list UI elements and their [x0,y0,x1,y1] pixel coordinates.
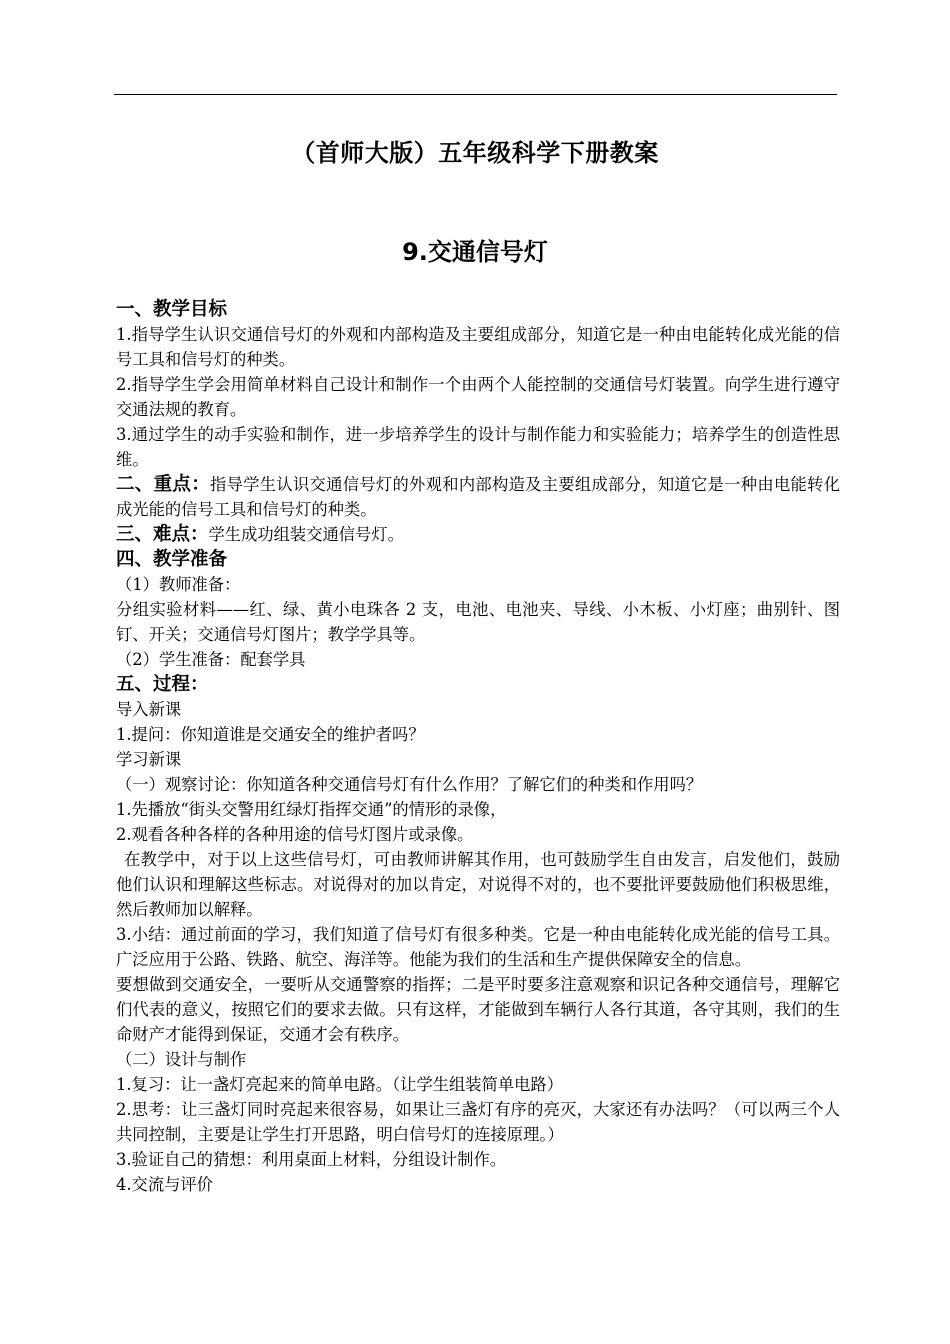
intro-label: 导入新课 [116,700,182,719]
part-two-step: 2.思考：让三盏灯同时亮起来很容易，如果让三盏灯有序的亮灭，大家还有办法吗？（可以两三个人共同控制，主要是让学生打开思路，明白信号灯的连接原理。） [116,1100,840,1144]
part-two-step: 3.验证自己的猜想：利用桌面上材料，分组设计制作。 [116,1150,507,1169]
document-body [116,297,840,1197]
new-lesson-label: 学习新课 [116,750,182,769]
difficulty-text: 学生成功组装交通信号灯。 [208,525,404,544]
difficulty-label: 三、难点： [116,524,209,545]
safety-paragraph: 要想做到交通安全，一要听从交通警察的指挥；二是平时要多注意观察和识记各种交通信号，理解它们代表的意义，按照它们的要求去做。只有这样，才能做到车辆行人各行其道，各守其则，我们的生命财产才能得到保证，交通才会有秩序。 [116,975,840,1044]
prep-heading: 四、教学准备 [116,549,228,570]
part-one-paragraph: 在教学中，对于以上这些信号灯，可由教师讲解其作用，也可鼓励学生自由发言，启发他们，鼓励他们认识和理解这些标志。对说得对的加以肯定，对说得不对的，也不要批评要鼓励他们积极思维，然后教师加以解释。 [116,850,840,919]
key-point-paragraph [116,472,840,522]
goal-item: 3.通过学生的动手实验和制作，进一步培养学生的设计与制作能力和实验能力；培养学生的创造性思维。 [116,425,840,469]
part-one-step: 1.先播放“街头交警用红绿灯指挥交通”的情形的录像， [116,800,507,819]
goal-item: 2.指导学生学会用简单材料自己设计和制作一个由两个人能控制的交通信号灯装置。向学生进行遵守交通法规的教育。 [116,375,840,419]
part-two-step: 4.交流与评价 [116,1175,213,1194]
difficulty-paragraph [116,522,840,547]
goals-heading: 一、教学目标 [116,299,228,320]
lesson-title: 9.交通信号灯 [402,238,548,266]
part-two-heading: （二）设计与制作 [116,1050,247,1069]
goal-item: 1.指导学生认识交通信号灯的外观和内部构造及主要组成部分，知道它是一种由电能转化成光能的信号工具和信号灯的种类。 [116,325,840,369]
part-one-heading: （一）观察讨论：你知道各种交通信号灯有什么作用？了解它们的种类和作用吗？ [116,775,703,794]
prep-student: （2）学生准备：配套学具 [116,650,306,669]
prep-teacher: （1）教师准备： [116,575,241,594]
key-point-text: 指导学生认识交通信号灯的外观和内部构造及主要组成部分，知道它是一种由电能转化成光能的信号工具和信号灯的种类。 [116,475,840,519]
key-point-label: 二、重点： [116,474,211,495]
process-heading: 五、过程： [116,674,209,695]
part-two-step: 1.复习：让一盏灯亮起来的简单电路。（让学生组装简单电路） [116,1075,563,1094]
document-title: （首师大版）五年级科学下册教案 [291,139,659,167]
intro-question: 1.提问：你知道谁是交通安全的维护者吗？ [116,725,425,744]
part-one-step: 2.观看各种各样的各种用途的信号灯图片或录像。 [116,825,474,844]
prep-materials: 分组实验材料——红、绿、黄小电珠各 2 支，电池、电池夹、导线、小木板、小灯座；曲别针、图钉、开关；交通信号灯图片；教学学具等。 [116,600,840,644]
part-one-summary: 3.小结：通过前面的学习，我们知道了信号灯有很多种类。它是一种由电能转化成光能的信号工具。广泛应用于公路、铁路、航空、海洋等。他能为我们的生活和生产提供保障安全的信息。 [116,925,840,969]
header-rule [114,94,837,95]
